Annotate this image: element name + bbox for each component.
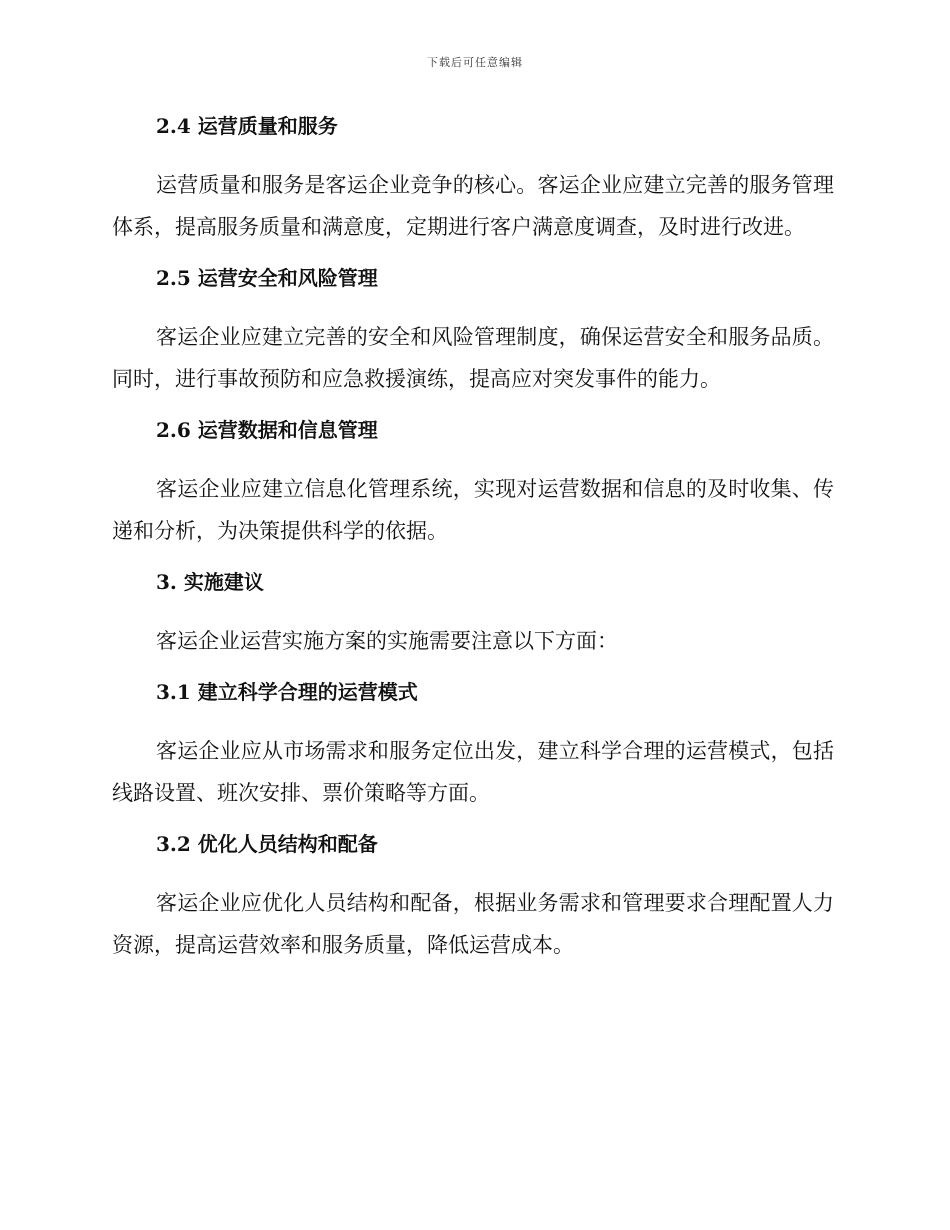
- section-paragraph-3-2: 客运企业应优化人员结构和配备，根据业务需求和管理要求合理配置人力资源，提高运营效率和服务质量，降低运营成本。: [112, 891, 834, 957]
- section-heading-3: 3. 实施建议: [156, 570, 264, 594]
- section-paragraph-3-1: 客运企业应从市场需求和服务定位出发，建立科学合理的运营模式，包括线路设置、班次安排、票价策略等方面。: [112, 739, 834, 805]
- section-heading-3-2: 3.2 优化人员结构和配备: [156, 832, 378, 856]
- section-paragraph-2-6: 客运企业应建立信息化管理系统，实现对运营数据和信息的及时收集、传递和分析，为决策提供科学的依据。: [112, 477, 834, 543]
- section-paragraph-2-5: 客运企业应建立完善的安全和风险管理制度，确保运营安全和服务品质。同时，进行事故预防和应急救援演练，提高应对突发事件的能力。: [112, 325, 834, 391]
- section-heading-2-6: 2.6 运营数据和信息管理: [156, 418, 378, 442]
- section-paragraph-3: 客运企业运营实施方案的实施需要注意以下方面：: [156, 629, 618, 653]
- section-heading-3-1: 3.1 建立科学合理的运营模式: [156, 680, 418, 704]
- header-note: 下载后可任意编辑: [427, 56, 523, 69]
- document-body: [112, 110, 834, 966]
- section-heading-2-4: 2.4 运营质量和服务: [156, 114, 338, 138]
- section-paragraph-2-4: 运营质量和服务是客运企业竞争的核心。客运企业应建立完善的服务管理体系，提高服务质量和满意度，定期进行客户满意度调查，及时进行改进。: [112, 173, 834, 239]
- section-heading-2-5: 2.5 运营安全和风险管理: [156, 266, 378, 290]
